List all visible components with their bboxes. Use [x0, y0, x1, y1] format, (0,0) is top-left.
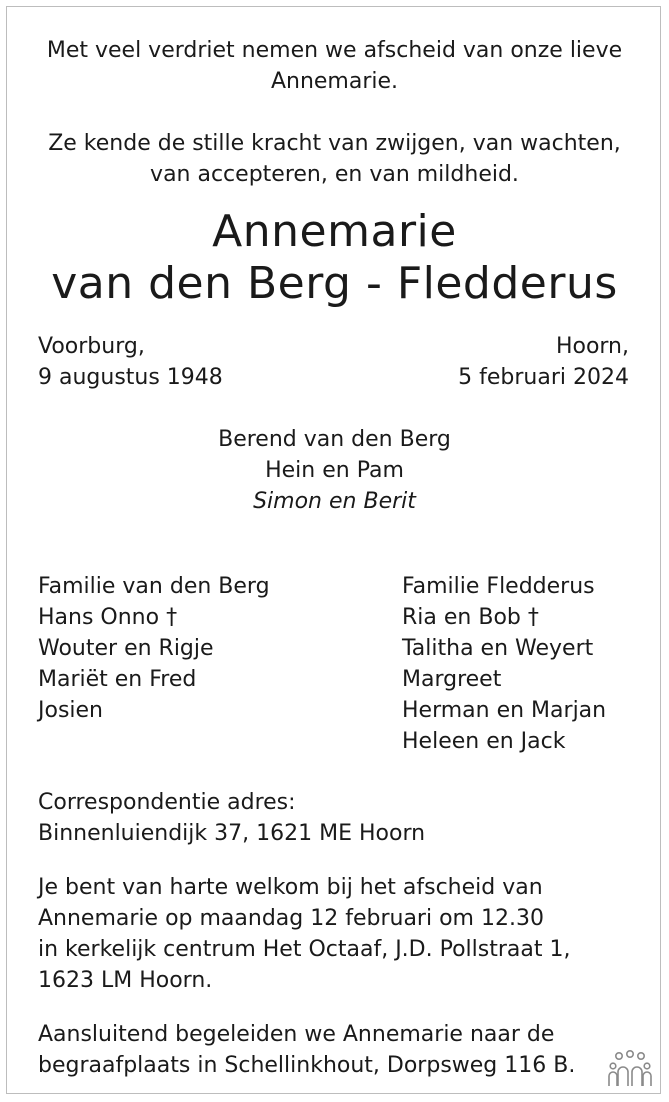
farewell-line: 1623 LM Hoorn.	[38, 968, 213, 993]
farewell-info	[38, 872, 638, 996]
core-family-member: Simon en Berit	[253, 489, 416, 514]
family-right-column	[402, 571, 606, 757]
name-line: van den Berg - Fledderus	[51, 258, 618, 309]
family-entry: Herman en Marjan	[402, 698, 607, 723]
address-value: Binnenluiendijk 37, 1621 ME Hoorn	[38, 821, 426, 846]
intro-line: van accepteren, en van mildheid.	[150, 162, 519, 187]
family-entry: Hans Onno †	[38, 605, 178, 630]
family-entry: Familie van den Berg	[38, 574, 270, 599]
name-line: Annemarie	[212, 206, 457, 257]
farewell-line: in kerkelijk centrum Het Octaaf, J.D. Pollstraat 1,	[38, 937, 571, 962]
family-entry: Familie Fledderus	[402, 574, 595, 599]
people-group-icon	[605, 1048, 655, 1088]
family-entry: Talitha en Weyert	[402, 636, 594, 661]
family-entry: Wouter en Rigje	[38, 636, 214, 661]
family-entry: Heleen en Jack	[402, 729, 566, 754]
death-info	[458, 331, 629, 393]
burial-info	[38, 1019, 638, 1081]
farewell-line: Je bent van harte welkom bij het afscheid van	[38, 875, 543, 900]
family-entry: Josien	[38, 698, 104, 723]
death-date: 5 februari 2024	[458, 365, 629, 390]
intro-line: Met veel verdriet nemen we afscheid van onze lieve	[46, 38, 623, 63]
birth-date: 9 augustus 1948	[38, 365, 223, 390]
intro-text	[20, 35, 649, 221]
family-entry: Ria en Bob †	[402, 605, 539, 630]
family-entry: Margreet	[402, 667, 502, 692]
core-family-member: Berend van den Berg	[218, 427, 451, 452]
intro-line: Annemarie.	[270, 69, 399, 94]
core-family	[20, 424, 649, 517]
family-left-column	[38, 571, 270, 726]
family-entry: Mariët en Fred	[38, 667, 197, 692]
deceased-name	[10, 206, 659, 310]
birth-info	[38, 331, 223, 393]
farewell-line: Annemarie op maandag 12 februari om 12.30	[38, 906, 544, 931]
death-place: Hoorn,	[555, 334, 629, 359]
core-family-member: Hein en Pam	[265, 458, 404, 483]
birth-place: Voorburg,	[38, 334, 145, 359]
correspondence-address	[38, 787, 638, 849]
address-label: Correspondentie adres:	[38, 790, 296, 815]
burial-line: Aansluitend begeleiden we Annemarie naar de	[38, 1022, 555, 1047]
burial-line: begraafplaats in Schellinkhout, Dorpsweg 116 B.	[38, 1053, 576, 1078]
intro-line: Ze kende de stille kracht van zwijgen, van wachten,	[48, 131, 621, 156]
